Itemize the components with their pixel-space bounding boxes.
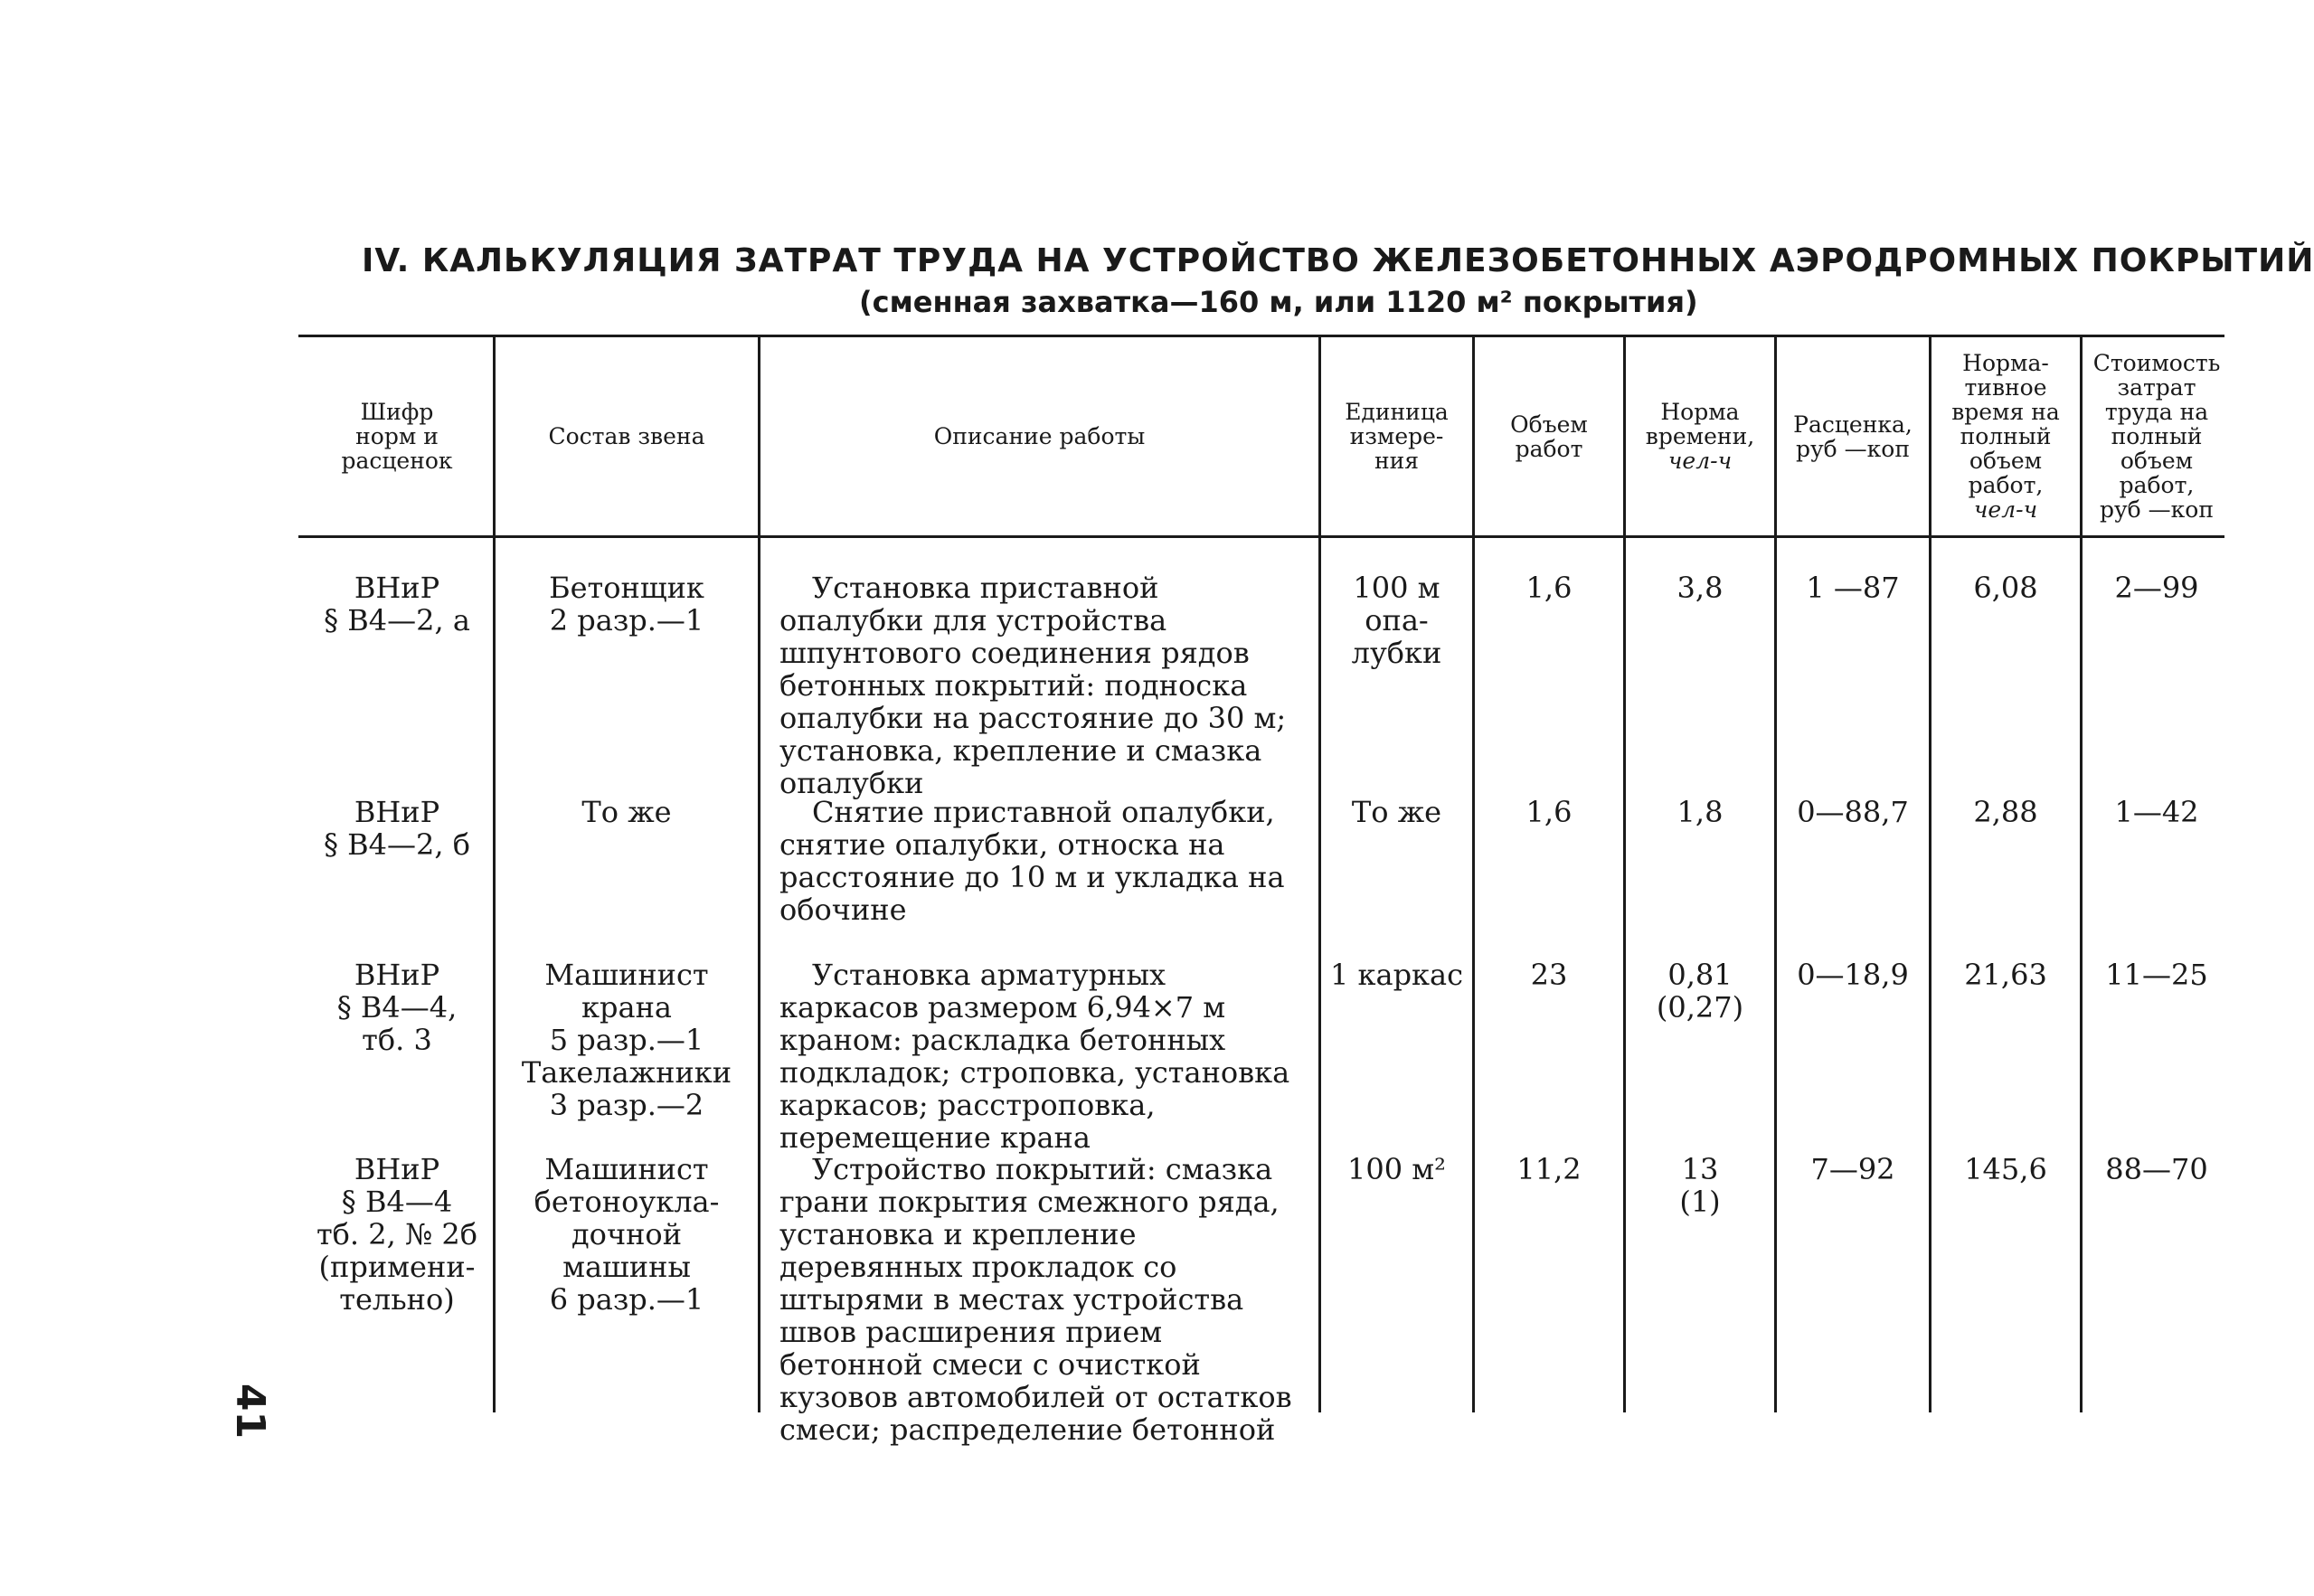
header-total-time bbox=[1933, 339, 2078, 534]
row4-volume: 11,2 bbox=[1516, 1152, 1582, 1186]
header-total-cost: Стоимость затрат труда на полный объем работ, руб —коп bbox=[2092, 350, 2221, 523]
row3-total-cost: 11—25 bbox=[2105, 958, 2208, 992]
row3-code: ВНиР § В4—4, тб. 3 bbox=[336, 958, 458, 1057]
header-norm-label: Норма времени, bbox=[1645, 399, 1755, 449]
header-rate: Расценка, руб —коп bbox=[1793, 411, 1913, 462]
column-divider bbox=[2080, 336, 2083, 1412]
row3-volume: 23 bbox=[1530, 958, 1568, 992]
column-divider bbox=[758, 336, 760, 1412]
header-total-time-label: Норма- тивное время на полный объем работ, bbox=[1951, 350, 2060, 498]
row4-norm: 13 (1) bbox=[1679, 1152, 1721, 1219]
row3-crew: Машинист крана 5 разр.—1 Такелажники 3 разр.—2 bbox=[521, 958, 732, 1122]
row2-description: Снятие приставной опалубки, снятие опалубки, относка на расстояние до 10 м и укладка на обочине bbox=[779, 795, 1285, 927]
header-norm bbox=[1628, 339, 1772, 534]
row4-rate: 7—92 bbox=[1810, 1152, 1895, 1186]
row2-volume: 1,6 bbox=[1525, 795, 1573, 829]
row2-rate: 0—88,7 bbox=[1797, 795, 1909, 829]
row4-total-time: 145,6 bbox=[1964, 1152, 2047, 1186]
header-description: Описание работы bbox=[933, 423, 1146, 449]
document-subtitle: (сменная захватка—160 м, или 1120 м² покрытия) bbox=[859, 285, 1698, 319]
row4-code: ВНиР § В4—4 тб. 2, № 2б (примени- тельно) bbox=[316, 1152, 478, 1317]
row4-description: Устройство покрытий: смазка грани покрытия смежного ряда, установка и крепление деревянных прокладок со штырями в местах устройства швов расширения прием бетонной смеси с очисткой кузовов автомобилей от остатков смеси; распределение бетонной bbox=[779, 1152, 1292, 1447]
column-divider bbox=[1774, 336, 1777, 1412]
header-total-time-unit: чел-ч bbox=[1973, 496, 2038, 523]
row4-unit: 100 м² bbox=[1347, 1152, 1446, 1186]
table-top-rule bbox=[298, 335, 2224, 337]
page-number: 41 bbox=[227, 1383, 274, 1440]
row2-total-cost: 1—42 bbox=[2114, 795, 2199, 829]
row1-unit: 100 м опа- лубки bbox=[1351, 571, 1442, 670]
header-norm-unit: чел-ч bbox=[1667, 448, 1733, 474]
row1-crew: Бетонщик 2 разр.—1 bbox=[549, 571, 704, 637]
header-volume: Объем работ bbox=[1510, 411, 1588, 462]
row3-description: Установка арматурных каркасов размером 6,94×7 м краном: раскладка бетонных подкладок; строповка, установка каркасов; расстроповка, перемещение крана bbox=[779, 958, 1290, 1155]
row1-total-time: 6,08 bbox=[1973, 571, 2038, 605]
column-divider bbox=[493, 336, 496, 1412]
row4-crew: Машинист бетоноукла- дочной машины 6 разр.—1 bbox=[534, 1152, 720, 1317]
header-code: Шифр норм и расценок bbox=[341, 399, 453, 474]
row1-total-cost: 2—99 bbox=[2114, 571, 2199, 605]
row2-unit: То же bbox=[1351, 795, 1442, 829]
row1-norm: 3,8 bbox=[1676, 571, 1724, 605]
header-crew: Состав звена bbox=[548, 423, 705, 449]
row2-total-time: 2,88 bbox=[1973, 795, 2038, 829]
row4-total-cost: 88—70 bbox=[2105, 1152, 2208, 1186]
row3-unit: 1 каркас bbox=[1329, 958, 1464, 992]
row1-description: Установка приставной опалубки для устройства шпунтового соединения рядов бетонных покрытий: подноска опалубки на расстояние до 30 м; установка, крепление и смазка опалубки bbox=[779, 571, 1287, 800]
table-header-rule bbox=[298, 535, 2224, 538]
document-title: IV. КАЛЬКУЛЯЦИЯ ЗАТРАТ ТРУДА НА УСТРОЙСТВО ЖЕЛЕЗОБЕТОННЫХ АЭРОДРОМНЫХ ПОКРЫТИЙ bbox=[362, 242, 2314, 279]
row2-code: ВНиР § В4—2, б bbox=[323, 795, 470, 862]
row1-volume: 1,6 bbox=[1525, 571, 1573, 605]
row3-norm: 0,81 (0,27) bbox=[1656, 958, 1744, 1025]
header-unit: Единица измере- ния bbox=[1345, 399, 1449, 474]
row2-norm: 1,8 bbox=[1676, 795, 1724, 829]
column-divider bbox=[1318, 336, 1321, 1412]
row3-total-time: 21,63 bbox=[1964, 958, 2047, 992]
row1-rate: 1 —87 bbox=[1806, 571, 1900, 605]
row3-rate: 0—18,9 bbox=[1797, 958, 1909, 992]
column-divider bbox=[1929, 336, 1931, 1412]
row1-code: ВНиР § В4—2, а bbox=[324, 571, 470, 637]
row2-crew: То же bbox=[581, 795, 672, 829]
column-divider bbox=[1623, 336, 1626, 1412]
column-divider bbox=[1472, 336, 1475, 1412]
